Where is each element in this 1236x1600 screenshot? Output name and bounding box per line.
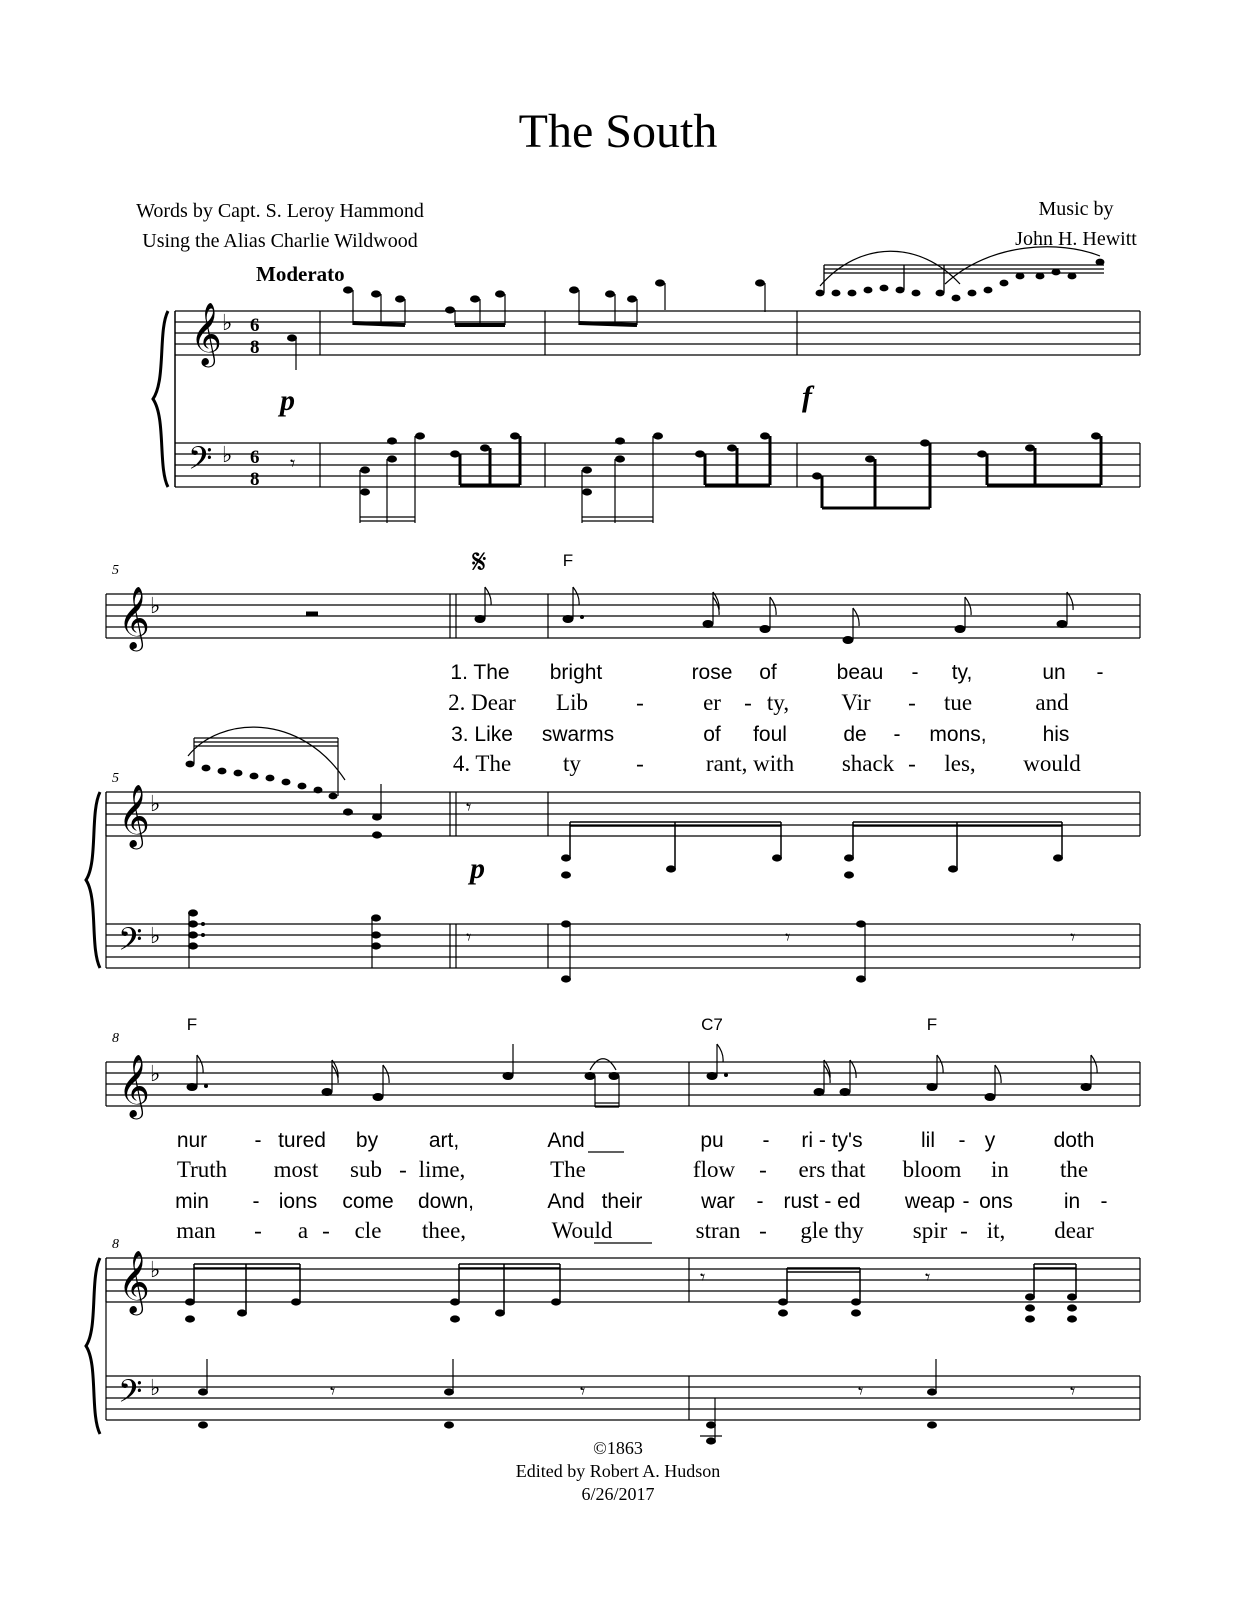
eighth-rest-icon: 𝄾 — [700, 1267, 706, 1289]
time-sig-bottom: 8 — [250, 469, 260, 490]
lyric-verse4-syllable: - — [960, 1218, 968, 1243]
lyric-verse1-syllable: lil — [921, 1129, 935, 1152]
system-2-piano-bass — [106, 792, 1140, 968]
treble-clef-icon: 𝄞 — [118, 1250, 150, 1313]
system-2-piano-16th-beams — [194, 738, 381, 817]
treble-clef-icon: 𝄞 — [190, 302, 222, 365]
chord-symbol: F — [926, 1015, 938, 1034]
eighth-rest-icon: 𝄾 — [1070, 1381, 1076, 1403]
lyric-verse4-syllable: Would — [551, 1218, 613, 1243]
lyric-verse2-syllable: 2. Dear — [448, 690, 516, 715]
lyric-verse4-syllable: les, — [944, 751, 976, 776]
system-1 — [153, 247, 1140, 523]
lyric-verse1-syllable: by — [355, 1129, 379, 1152]
time-sig-bottom: 8 — [250, 337, 260, 358]
measure-number: 5 — [112, 771, 119, 786]
system-3-lyrics — [175, 1129, 1107, 1243]
lyric-verse2-syllable: - — [399, 1157, 407, 1182]
lyric-verse2-syllable: - — [744, 690, 752, 715]
lyric-verse3-syllable: their — [601, 1190, 643, 1213]
lyric-verse1-syllable: un — [1042, 661, 1066, 684]
eighth-rest-icon: 𝄾 — [330, 1381, 336, 1403]
lyric-verse2-syllable: ers that — [798, 1157, 866, 1182]
lyric-verse2-syllable: sub — [350, 1157, 382, 1182]
treble-clef-icon: 𝄞 — [118, 586, 150, 649]
system-1-bass-staff — [175, 443, 1140, 487]
system-2-piano-treble-notes — [186, 761, 383, 839]
lyric-verse3-syllable: war — [701, 1190, 735, 1213]
lyric-verse1-syllable: of — [759, 661, 777, 684]
lyric-verse3-syllable: ions — [278, 1190, 318, 1213]
lyric-verse4-syllable: man — [176, 1218, 216, 1243]
lyric-verse4-syllable: spir — [912, 1218, 948, 1243]
lyric-verse2-syllable: in — [991, 1157, 1009, 1182]
footer — [0, 1437, 1236, 1506]
lyric-verse3-syllable: - — [893, 723, 901, 746]
grand-staff-brace — [153, 311, 168, 487]
lyric-verse1-syllable: ty, — [951, 661, 973, 684]
lyric-verse3-syllable: weap — [904, 1190, 956, 1213]
lyric-verse1-syllable: beau — [836, 661, 884, 684]
eighth-rest-icon: 𝄾 — [858, 1381, 864, 1403]
lyric-verse2-syllable: The — [550, 1157, 586, 1182]
system-3-piano-treble-notes — [185, 1293, 1077, 1322]
lyric-verse3-syllable: of — [703, 723, 721, 746]
key-flat-icon: ♭ — [150, 1061, 161, 1086]
lyricist-line-1: Words by Capt. S. Leroy Hammond — [136, 200, 424, 222]
lyric-verse4-syllable: it, — [986, 1218, 1006, 1243]
treble-clef-icon: 𝄞 — [118, 1054, 150, 1117]
lyric-verse4-syllable: ty — [563, 751, 581, 776]
system-2-slur — [188, 727, 345, 780]
lyric-verse2-syllable: and — [1035, 690, 1069, 715]
key-flat-icon: ♭ — [150, 1375, 161, 1400]
system-3-vocal-notes — [187, 1072, 1092, 1101]
lyric-verse4-syllable: would — [1023, 751, 1081, 776]
editor-credit: Edited by Robert A. Hudson — [515, 1461, 721, 1481]
lyric-verse4-syllable: rant, with — [705, 751, 795, 776]
lyric-verse2-syllable: Truth — [176, 1157, 228, 1182]
lyric-verse3-syllable: swarms — [541, 723, 615, 746]
lyric-verse4-syllable: 4. The — [452, 751, 512, 776]
lyric-verse2-syllable: Lib — [556, 690, 588, 715]
key-flat-icon: ♭ — [150, 791, 161, 816]
eighth-rest-icon: 𝄾 — [466, 797, 472, 819]
lyric-verse4-syllable: shack — [841, 751, 895, 776]
system-2-beam-a — [570, 822, 781, 869]
measure-number: 8 — [112, 1237, 119, 1252]
system-2-piano-chords — [561, 854, 1063, 878]
lyric-verse3-syllable: - — [756, 1190, 764, 1213]
lyric-verse2-syllable: most — [273, 1157, 319, 1182]
lyric-verse2-syllable: tue — [943, 690, 973, 715]
system-3 — [86, 1015, 1140, 1445]
lyric-verse1-syllable: art, — [428, 1129, 460, 1152]
lyric-verse4-syllable: a — [297, 1218, 309, 1243]
lyric-verse3-syllable: 3. Like — [451, 723, 513, 746]
system-2-vocal-notes — [475, 615, 1068, 644]
lyric-verse3-syllable: And — [547, 1190, 585, 1213]
dynamic-piano: p — [470, 852, 485, 885]
lyric-verse3-syllable: down, — [417, 1190, 475, 1213]
lyric-verse4-syllable: gle thy — [800, 1218, 864, 1243]
composer-line-1: Music by — [1038, 198, 1114, 220]
system-1-slurs — [820, 247, 1100, 286]
lyric-verse2-syllable: er — [703, 690, 721, 715]
measure-number: 8 — [112, 1031, 119, 1046]
system-3-beam-b — [459, 1264, 560, 1313]
key-flat-icon: ♭ — [150, 593, 161, 618]
time-sig-top: 6 — [250, 447, 260, 468]
lyric-verse3-syllable: foul — [753, 723, 787, 746]
system-2-lyrics — [448, 661, 1103, 776]
lyric-verse1-syllable: - — [762, 1129, 770, 1152]
lyric-verse2-syllable: bloom — [902, 1157, 962, 1182]
system-2-piano-treble — [106, 792, 1140, 836]
lyric-verse4-syllable: - — [759, 1218, 767, 1243]
system-3-vocal-stems — [197, 1044, 1091, 1107]
lyric-verse2-syllable: the — [1059, 1157, 1089, 1182]
chord-symbol: F — [186, 1015, 198, 1034]
system-3-piano-bass — [106, 1258, 1140, 1420]
lyric-verse1-syllable: - — [1096, 661, 1104, 684]
system-3-tie — [590, 1059, 616, 1070]
lyric-verse3-syllable: in — [1063, 1190, 1081, 1213]
lyric-verse4-syllable: - — [636, 751, 644, 776]
lyric-verse1-syllable: bright — [549, 661, 603, 684]
copyright-year: ©1863 — [593, 1438, 643, 1458]
bass-clef-icon: 𝄢 — [118, 921, 143, 965]
lyric-verse4-syllable: - — [322, 1218, 330, 1243]
lyric-verse2-syllable: - — [759, 1157, 767, 1182]
chord-symbol: F — [562, 551, 574, 570]
lyric-verse3-syllable: mons, — [929, 723, 987, 746]
system-1-treble-staff — [175, 311, 1140, 355]
lyric-verse1-syllable: doth — [1053, 1129, 1095, 1152]
lyric-verse2-syllable: ty, — [766, 690, 790, 715]
dynamic-forte: f — [802, 380, 812, 413]
chord-symbol: C7 — [701, 1015, 723, 1034]
lyric-verse1-syllable: - — [958, 1129, 966, 1152]
composer-line-2: John H. Hewitt — [1015, 228, 1137, 250]
lyric-verse4-syllable: dear — [1054, 1218, 1094, 1243]
system-2-vocal-staff — [106, 594, 1140, 638]
lyric-verse2-syllable: Vir — [841, 690, 871, 715]
key-flat-icon: ♭ — [222, 310, 233, 335]
eighth-rest-icon: 𝄾 — [290, 453, 296, 475]
lyric-verse2-syllable: lime, — [418, 1157, 466, 1182]
lyric-verse3-syllable: ons — [979, 1190, 1013, 1213]
system-1-treble-stems — [296, 283, 765, 370]
lyric-verse4-syllable: - — [254, 1218, 262, 1243]
system-3-beam-a — [194, 1264, 300, 1313]
lyric-verse2-syllable: - — [636, 690, 644, 715]
tempo-marking: Moderato — [256, 262, 345, 286]
measure-number: 5 — [112, 563, 119, 578]
lyric-verse3-syllable: de — [843, 723, 867, 746]
lyric-verse2-syllable: flow — [692, 1157, 736, 1182]
system-3-beam-c — [787, 1268, 860, 1302]
lyric-verse3-syllable: his — [1042, 723, 1070, 746]
lyric-verse3-syllable: - — [252, 1190, 260, 1213]
lyric-verse3-syllable: - — [962, 1190, 970, 1213]
lyric-verse1-syllable: y — [984, 1129, 996, 1152]
system-2-beam-b — [853, 822, 1062, 869]
edit-date: 6/26/2017 — [581, 1484, 655, 1504]
key-flat-icon: ♭ — [222, 442, 233, 467]
lyric-verse2-syllable: - — [908, 690, 916, 715]
system-1-treble-notes — [287, 259, 1105, 342]
lyric-verse1-syllable: pu — [700, 1129, 724, 1152]
lyric-verse4-syllable: thee, — [421, 1218, 467, 1243]
lyric-verse4-syllable: - — [908, 751, 916, 776]
treble-clef-icon: 𝄞 — [118, 784, 150, 847]
lyricist-line-2: Using the Alias Charlie Wildwood — [142, 230, 418, 252]
lyric-verse1-syllable: 1. The — [450, 661, 510, 684]
system-3-vocal-staff — [106, 1062, 1140, 1106]
system-1-bass-beam-a — [360, 436, 415, 523]
eighth-rest-icon: 𝄾 — [1070, 927, 1076, 949]
system-1-bass-beam-b — [582, 436, 653, 523]
eighth-rest-icon: 𝄾 — [580, 1381, 586, 1403]
system-1-treble-beams — [353, 323, 637, 325]
segno-icon: 𝄋 — [472, 542, 487, 582]
bass-clef-icon: 𝄢 — [188, 440, 213, 484]
lyric-verse1-syllable: rose — [691, 661, 733, 684]
eighth-rest-icon: 𝄾 — [785, 927, 791, 949]
song-title: The South — [518, 105, 718, 158]
eighth-rest-icon: 𝄾 — [925, 1267, 931, 1289]
grand-staff-brace — [86, 792, 100, 968]
dynamic-piano: p — [280, 384, 295, 417]
lyric-verse1-syllable: nur — [176, 1129, 208, 1152]
bass-clef-icon: 𝄢 — [118, 1373, 143, 1417]
lyric-verse1-syllable: - — [254, 1129, 262, 1152]
time-sig-top: 6 — [250, 315, 260, 336]
lyric-verse4-syllable: stran — [695, 1218, 741, 1243]
lyric-verse3-syllable: min — [175, 1190, 209, 1213]
lyric-verse4-syllable: cle — [354, 1218, 382, 1243]
lyric-verse3-syllable: - — [1100, 1190, 1108, 1213]
lyric-verse3-syllable: rust - ed — [783, 1190, 861, 1213]
grand-staff-brace — [86, 1258, 100, 1434]
key-flat-icon: ♭ — [150, 923, 161, 948]
system-3-bass-stems — [207, 1359, 936, 1441]
lyric-verse1-syllable: - — [911, 661, 919, 684]
eighth-rest-icon: 𝄾 — [466, 927, 472, 949]
lyric-verse1-syllable: tured — [278, 1129, 326, 1152]
lyric-verse1-syllable: ri - ty's — [801, 1129, 863, 1152]
system-2 — [86, 542, 1140, 983]
lyric-verse1-syllable: And — [547, 1129, 585, 1152]
key-flat-icon: ♭ — [150, 1257, 161, 1282]
lyric-verse3-syllable: come — [342, 1190, 394, 1213]
